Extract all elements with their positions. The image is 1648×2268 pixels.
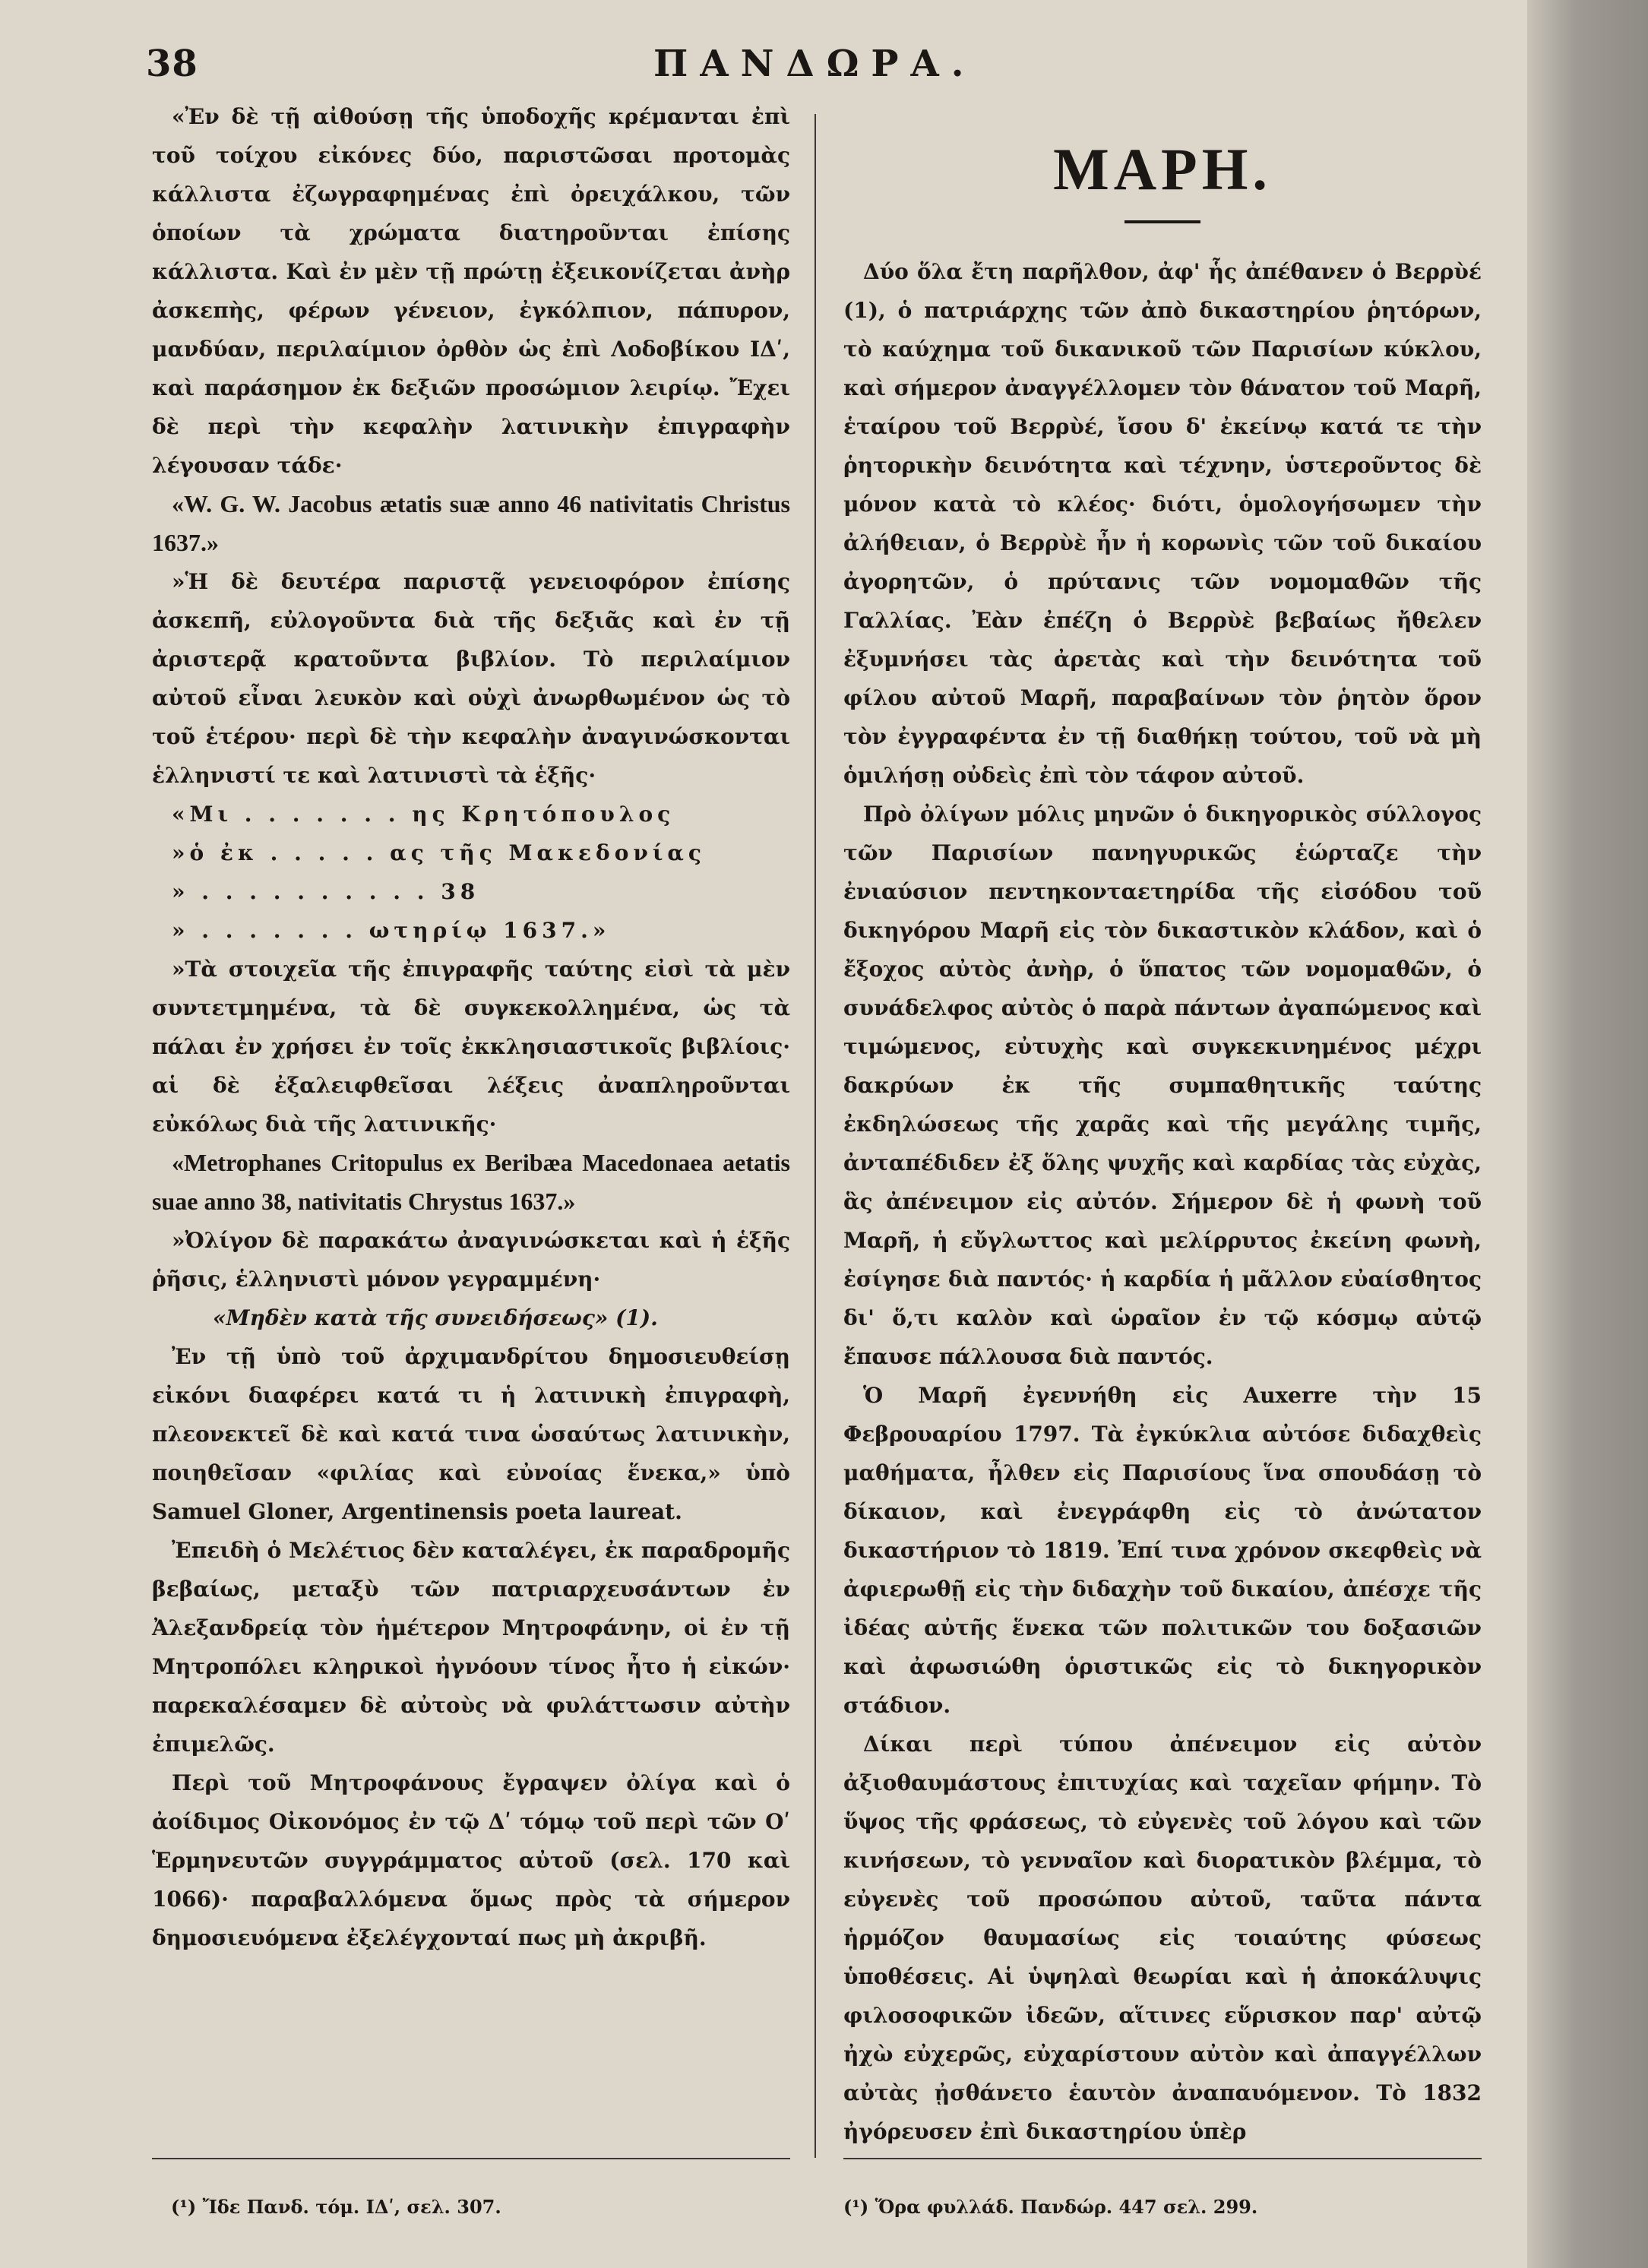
footnote-rule-right [843, 2158, 1482, 2159]
paragraph: »Ὀλίγον δὲ παρακάτω ἀναγινώσκεται καὶ ἡ ἑξῆς ῥῆσις, ἑλληνιστὶ μόνον γεγραμμένη· [152, 1228, 790, 1292]
column-divider [815, 114, 816, 2158]
right-column [843, 97, 1482, 2151]
paragraph: »Τὰ στοιχεῖα τῆς ἐπιγραφῆς ταύτης εἰσὶ τὰ μὲν συντετμημένα, τὰ δὲ συγκεκολλημένα, ὡς τὰ πάλαι ἐν χρήσει ἐν τοῖς ἐκκλησιαστικοῖς βιβλίοις· αἱ δὲ ἐξαλειφθεῖσαι λέξεις ἀναπληροῦνται εὐκόλως διὰ τῆς λατινικῆς· [152, 957, 790, 1137]
paragraph: Περὶ τοῦ Μητροφάνους ἔγραψεν ὀλίγα καὶ ὁ ἀοίδιμος Οἰκονόμος ἐν τῷ Δʹ τόμῳ τοῦ περὶ τῶν Οʹ Ἑρμηνευτῶν συγγράμματος αὐτοῦ (σελ. 170 καὶ 1066)· παραβαλλόμενα ὅμως πρὸς τὰ σήμερον δημοσιευόμενα ἐξελέγχονταί πως μὴ ἀκριβῆ. [152, 1770, 790, 1950]
title-rule [1124, 220, 1200, 223]
motto-line: «Μηδὲν κατὰ τῆς συνειδήσεως» (1). [213, 1305, 658, 1330]
latin-inscription: «Metrophanes Critopulus ex Beribæa Macedonaea aetatis suae anno 38, nativitatis Chrystus 1637.» [152, 1149, 790, 1215]
article-title: ΜΑΡΗ. [1053, 136, 1272, 202]
page-edge-shadow [1527, 0, 1648, 2268]
paragraph: Δύο ὅλα ἔτη παρῆλθον, ἀφ' ἧς ἀπέθανεν ὁ Βερρὺέ (1), ὁ πατριάρχης τῶν ἀπὸ δικαστηρίου ῥητόρων, τὸ καύχημα τοῦ δικανικοῦ τῶν Παρισίων κύκλου, καὶ σήμερον ἀναγγέλλομεν τὸν θάνατον τοῦ Μαρῆ, ἑταίρου τοῦ Βερρὺέ, ἴσου δ' ἐκείνῳ κατά τε τὴν ῥητορικὴν δεινότητα καὶ τέχνην, ὑστεροῦντος δὲ μόνον κατὰ τὸ κλέος· διότι, ὁμολογήσωμεν τὴν ἀλήθειαν, ὁ Βερρὺὲ ἦν ἡ κορωνὶς τῶν τοῦ δικαίου ἀγορητῶν, ὁ πρύτανις τῶν νομομαθῶν τῆς Γαλλίας. Ἐὰν ἐπέζη ὁ Βερρὺὲ βεβαίως ἤθελεν ἐξυμνήσει τὰς ἀρετὰς καὶ τὴν δεινότητα τοῦ φίλου αὐτοῦ Μαρῆ, παραβαίνων τὸν ῥητὸν ὅρον τὸν ἐγγραφέντα ἐν τῇ διαθήκῃ τούτου, τοῦ νὰ μὴ ὁμιλήσῃ οὐδεὶς ἐπὶ τὸν τάφον αὐτοῦ. [843, 259, 1482, 788]
inscription-line: »ὁ ἐκ . . . . . ας τῆς Μακεδονίας [172, 840, 706, 865]
page-number: 38 [146, 43, 198, 85]
inscription-line: » . . . . . . . . . . 38 [172, 879, 480, 904]
footnote-right: (¹) Ὅρα φυλλάδ. Πανδώρ. 447 σελ. 299. [843, 2196, 1258, 2218]
paragraph: Πρὸ ὀλίγων μόλις μηνῶν ὁ δικηγορικὸς σύλλογος τῶν Παρισίων πανηγυρικῶς ἑώρταζε τὴν ἐνιαύσιον πεντηκονταετηρίδα τῆς εἰσόδου τοῦ δικηγόρου Μαρῆ εἰς τὸν δικαστικὸν κλάδον, καὶ ὁ ἔξοχος αὐτὸς ἀνὴρ, ὁ ὕπατος τῶν νομομαθῶν, ὁ συνάδελφος αὐτὸς ὁ παρὰ πάντων ἀγαπώμενος καὶ τιμώμενος, εὐτυχὴς καὶ συγκεκινημένος μέχρι δακρύων ἐκ τῆς συμπαθητικῆς ταύτης ἐκδηλώσεως τῆς χαρᾶς καὶ τῆς μεγάλης τιμῆς, ἀνταπέδιδεν ἐξ ὅλης ψυχῆς καὶ καρδίας τὰς εὐχὰς, ἃς ἀπένειμον εἰς αὐτόν. Σήμερον δὲ ἡ φωνὴ τοῦ Μαρῆ, ἡ εὔγλωττος καὶ μελίρρυτος ἐκείνη φωνὴ, ἐσίγησε διὰ παντός· ἡ καρδία ἡ μᾶλλον εὐαίσθητος δι' ὅ,τι καλὸν καὶ ὡραῖον ἐν τῷ κόσμῳ αὐτῷ ἔπαυσε πάλλουσα διὰ παντός. [843, 802, 1482, 1369]
footnote-rule-left [152, 2158, 790, 2159]
left-column [152, 97, 790, 1957]
inscription-line: » . . . . . . . ωτηρίῳ 1637.» [172, 918, 611, 943]
paragraph: Δίκαι περὶ τύπου ἀπένειμον εἰς αὐτὸν ἀξιοθαυμάστους ἐπιτυχίας καὶ ταχεῖαν φήμην. Τὸ ὕψος τῆς φράσεως, τὸ εὐγενὲς τοῦ λόγου καὶ τῶν κινήσεων, τὸ γενναῖον καὶ διορατικὸν βλέμμα, τὸ εὐγενὲς τοῦ προσώπου αὐτοῦ, ταῦτα πάντα ἡρμόζον θαυμασίως εἰς τοιαύτης φύσεως ὑποθέσεις. Αἱ ὑψηλαὶ θεωρίαι καὶ ἡ ἀποκάλυψις φιλοσοφικῶν ἰδεῶν, αἵτινες εὕρισκον παρ' αὐτῷ ἠχὼ εὐχερῶς, εὐχαρίστουν αὐτὸν καὶ ἀπαγγέλλων αὐτὰς ᾐσθάνετο ἑαυτὸν ἀναπαυόμενον. Τὸ 1832 ἠγόρευσεν ἐπὶ δικαστηρίου ὑπὲρ [843, 1732, 1482, 2144]
page-header [0, 43, 980, 96]
paragraph: «Ἐν δὲ τῇ αἰθούσῃ τῆς ὑποδοχῆς κρέμανται ἐπὶ τοῦ τοίχου εἰκόνες δύο, παριστῶσαι προτομὰς κάλλιστα ἐζωγραφημένας ἐπὶ ὀρειχάλκου, τῶν ὁποίων τὰ χρώματα διατηροῦνται ἐπίσης κάλλιστα. Καὶ ἐν μὲν τῇ πρώτῃ ἐξεικονίζεται ἀνὴρ ἀσκεπὴς, φέρων γένειον, ἐγκόλπιον, πάπυρον, μανδύαν, περιλαίμιον ὀρθὸν ὡς ἐπὶ Λοδοβίκου ΙΔʹ, καὶ παράσημον ἐκ δεξιῶν προσώμιον λειρίῳ. Ἔχει δὲ περὶ τὴν κεφαλὴν λατινικὴν ἐπιγραφὴν λέγουσαν τάδε· [152, 104, 790, 478]
paragraph: Ἐπειδὴ ὁ Μελέτιος δὲν καταλέγει, ἐκ παραδρομῆς βεβαίως, μεταξὺ τῶν πατριαρχευσάντων ἐν Ἀλεξανδρείᾳ τὸν ἡμέτερον Μητροφάνην, οἱ ἐν τῇ Μητροπόλει κληρικοὶ ἠγνόουν τίνος ἦτο ἡ εἰκών· παρεκαλέσαμεν δὲ αὐτοὺς νὰ φυλάττωσιν αὐτὴν ἐπιμελῶς. [152, 1538, 790, 1757]
inscription-line: «Μι . . . . . . . ης Κρητόπουλος [172, 802, 675, 827]
paragraph: »Ἡ δὲ δευτέρα παριστᾷ γενειοφόρον ἐπίσης ἀσκεπῆ, εὐλογοῦντα διὰ τῆς δεξιᾶς καὶ ἐν τῇ ἀριστερᾷ κρατοῦντα βιβλίον. Τὸ περιλαίμιον αὐτοῦ εἶναι λευκὸν καὶ οὐχὶ ἀνωρθωμένον ὡς τὸ τοῦ ἑτέρου· περὶ δὲ τὴν κεφαλὴν ἀναγινώσκονται ἑλληνιστί τε καὶ λατινιστὶ τὰ ἑξῆς· [152, 569, 790, 788]
running-title: ΠΑΝΔΩΡΑ. [653, 43, 976, 85]
paragraph: Ἐν τῇ ὑπὸ τοῦ ἀρχιμανδρίτου δημοσιευθείσῃ εἰκόνι διαφέρει κατά τι ἡ λατινικὴ ἐπιγραφὴ, πλεονεκτεῖ δὲ καὶ κατά τινα ὡσαύτως λατινικὴν, ποιηθεῖσαν «φιλίας καὶ εὐνοίας ἕνεκα,» ὑπὸ Samuel Gloner, Argentinensis poeta laureat. [152, 1344, 790, 1524]
footnote-left: (¹) Ἴδε Πανδ. τόμ. ΙΔʹ, σελ. 307. [171, 2196, 501, 2218]
latin-inscription: «W. G. W. Jacobus ætatis suæ anno 46 nativitatis Christus 1637.» [152, 490, 790, 556]
paragraph: Ὁ Μαρῆ ἐγεννήθη εἰς Auxerre τὴν 15 Φεβρουαρίου 1797. Τὰ ἐγκύκλια αὐτόσε διδαχθεὶς μαθήματα, ἦλθεν εἰς Παρισίους ἵνα σπουδάσῃ τὸ δίκαιον, καὶ ἐνεγράφθη εἰς τὸ ἀνώτατον δικαστήριον τὸ 1819. Ἐπί τινα χρόνον σκεφθεὶς νὰ ἀφιερωθῇ εἰς τὴν διδαχὴν τοῦ δικαίου, ἀπέσχε τῆς ἰδέας αὐτῆς ἕνεκα τῶν πολιτικῶν του δοξασιῶν καὶ ἀφωσιώθη ὁριστικῶς εἰς τὸ δικηγορικὸν στάδιον. [843, 1383, 1482, 1718]
